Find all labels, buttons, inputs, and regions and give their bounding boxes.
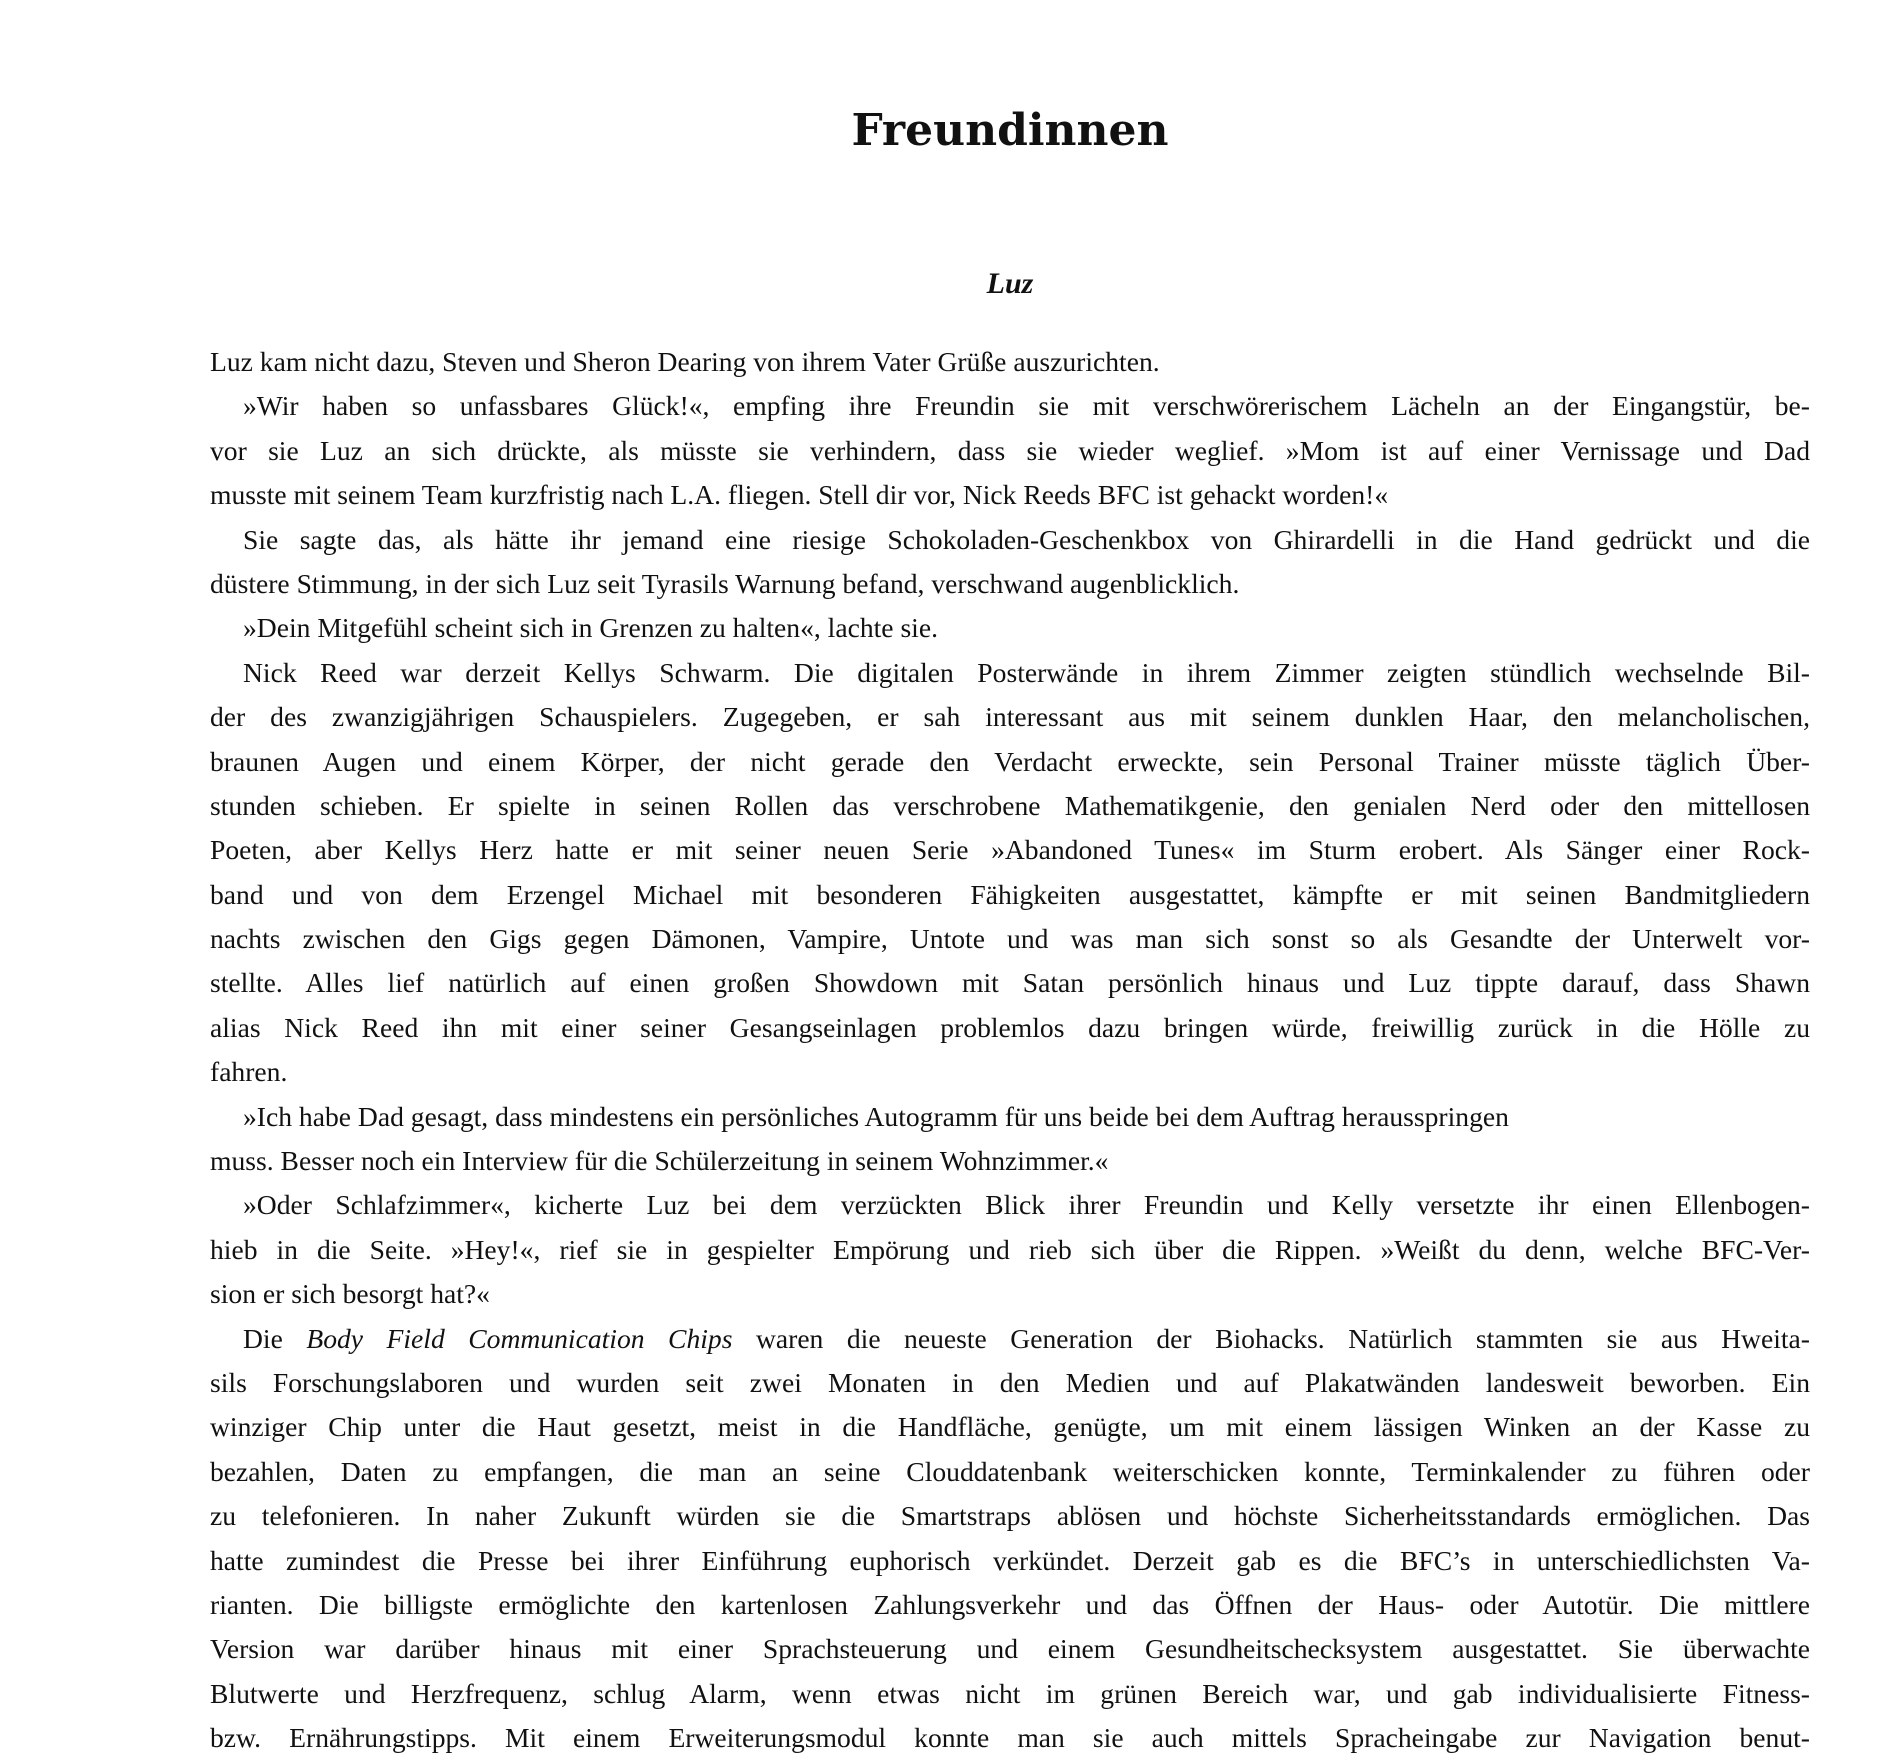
text-line: der des zwanzigjährigen Schauspielers. Zugegeben, er sah interessant aus mit seinem dunklen Haar, den melancholischen, — [210, 701, 1810, 733]
text-line: sils Forschungslaboren und wurden seit zwei Monaten in den Medien und auf Plakatwänden landesweit beworben. Ein — [210, 1366, 1810, 1398]
text-line: sion er sich besorgt hat?« — [210, 1278, 490, 1310]
text-line: rianten. Die billigste ermöglichte den kartenlosen Zahlungsverkehr und das Öffnen der Haus- oder Autotür. Die mittlere — [210, 1588, 1810, 1620]
text-line: »Ich habe Dad gesagt, dass mindestens ein persönliches Autogramm für uns beide bei dem Auftrag herausspringen — [243, 1100, 1509, 1132]
text-line: alias Nick Reed ihn mit einer seiner Gesangseinlagen problemlos dazu bringen würde, freiwillig zurück in die Hölle zu — [210, 1011, 1810, 1043]
text-line: zu telefonieren. In naher Zukunft würden sie die Smartstraps ablösen und höchste Sicherheitsstandards ermöglichen. Das — [210, 1500, 1810, 1532]
text-line: Version war darüber hinaus mit einer Sprachsteuerung und einem Gesundheitschecksystem ausgestattet. Sie überwachte — [210, 1633, 1810, 1665]
text-line: bezahlen, Daten zu empfangen, die man an seine Clouddatenbank weiterschicken konnte, Terminkalender zu führen oder — [210, 1455, 1810, 1487]
text-line: »Wir haben so unfassbares Glück!«, empfing ihre Freundin sie mit verschwörerischem Lächeln an der Eingangstür, be- — [243, 390, 1810, 422]
italic-term: Body Field Communication Chips — [306, 1322, 733, 1354]
text-line: »Oder Schlafzimmer«, kicherte Luz bei dem verzückten Blick ihrer Freundin und Kelly versetzte ihr einen Ellenbogen- — [243, 1189, 1810, 1221]
text-line: bzw. Ernährungstipps. Mit einem Erweiterungsmodul konnte man sie auch mittels Spracheingabe zur Navigation benut- — [210, 1722, 1810, 1754]
text-line: vor sie Luz an sich drückte, als müsste sie verhindern, dass sie wieder weglief. »Mom ist auf einer Vernissage und Dad — [210, 434, 1810, 466]
text-line: braunen Augen und einem Körper, der nicht gerade den Verdacht erweckte, sein Personal Trainer müsste täglich Über- — [210, 745, 1810, 777]
text-line: musste mit seinem Team kurzfristig nach L.A. fliegen. Stell dir vor, Nick Reeds BFC ist gehackt worden!« — [210, 479, 1389, 511]
text-line: stunden schieben. Er spielte in seinen Rollen das verschrobene Mathematikgenie, den genialen Nerd oder den mittellosen — [210, 789, 1810, 821]
text-line: düstere Stimmung, in der sich Luz seit Tyrasils Warnung befand, verschwand augenblicklich. — [210, 567, 1240, 599]
text-line: Nick Reed war derzeit Kellys Schwarm. Die digitalen Posterwände in ihrem Zimmer zeigten stündlich wechselnde Bil- — [243, 656, 1810, 688]
text-fragment: waren die neueste Generation der Biohacks. Natürlich stammten sie aus Hweita- — [732, 1322, 1810, 1354]
text-line: Sie sagte das, als hätte ihr jemand eine riesige Schokoladen-Geschenkbox von Ghirardelli in die Hand gedrückt und die — [243, 523, 1810, 555]
text-line: band und von dem Erzengel Michael mit besonderen Fähigkeiten ausgestattet, kämpfte er mit seinen Bandmitgliedern — [210, 878, 1810, 910]
text-line: »Dein Mitgefühl scheint sich in Grenzen zu halten«, lachte sie. — [243, 612, 938, 644]
text-line — [210, 1317, 1810, 1361]
text-line: Poeten, aber Kellys Herz hatte er mit seiner neuen Serie »Abandoned Tunes« im Sturm erobert. Als Sänger einer Rock- — [210, 834, 1810, 866]
body-text — [210, 340, 1810, 1761]
section-heading: Luz — [986, 267, 1034, 300]
text-line: hieb in die Seite. »Hey!«, rief sie in gespielter Empörung und rieb sich über die Rippen. »Weißt du denn, welche BFC-Ver- — [210, 1233, 1810, 1265]
text-line: Luz kam nicht dazu, Steven und Sheron Dearing von ihrem Vater Grüße auszurichten. — [210, 346, 1160, 377]
text-line: stellte. Alles lief natürlich auf einen großen Showdown mit Satan persönlich hinaus und Luz tippte darauf, dass Shawn — [210, 967, 1810, 999]
text-line: nachts zwischen den Gigs gegen Dämonen, Vampire, Untote und was man sich sonst so als Gesandte der Unterwelt vor- — [210, 923, 1810, 955]
text-line: fahren. — [210, 1056, 288, 1088]
text-line: winziger Chip unter die Haut gesetzt, meist in die Handfläche, genügte, um mit einem lässigen Winken an der Kasse zu — [210, 1411, 1810, 1443]
text-line: Blutwerte und Herzfrequenz, schlug Alarm, wenn etwas nicht im grünen Bereich war, und gab individualisierte Fitness- — [210, 1677, 1810, 1709]
text-line: hatte zumindest die Presse bei ihrer Einführung euphorisch verkündet. Derzeit gab es die BFC’s in unterschiedlichsten Va- — [210, 1544, 1810, 1576]
chapter-title: Freundinnen — [851, 105, 1169, 156]
text-fragment: Die — [243, 1322, 307, 1354]
text-line: muss. Besser noch ein Interview für die Schülerzeitung in seinem Wohnzimmer.« — [210, 1145, 1109, 1177]
